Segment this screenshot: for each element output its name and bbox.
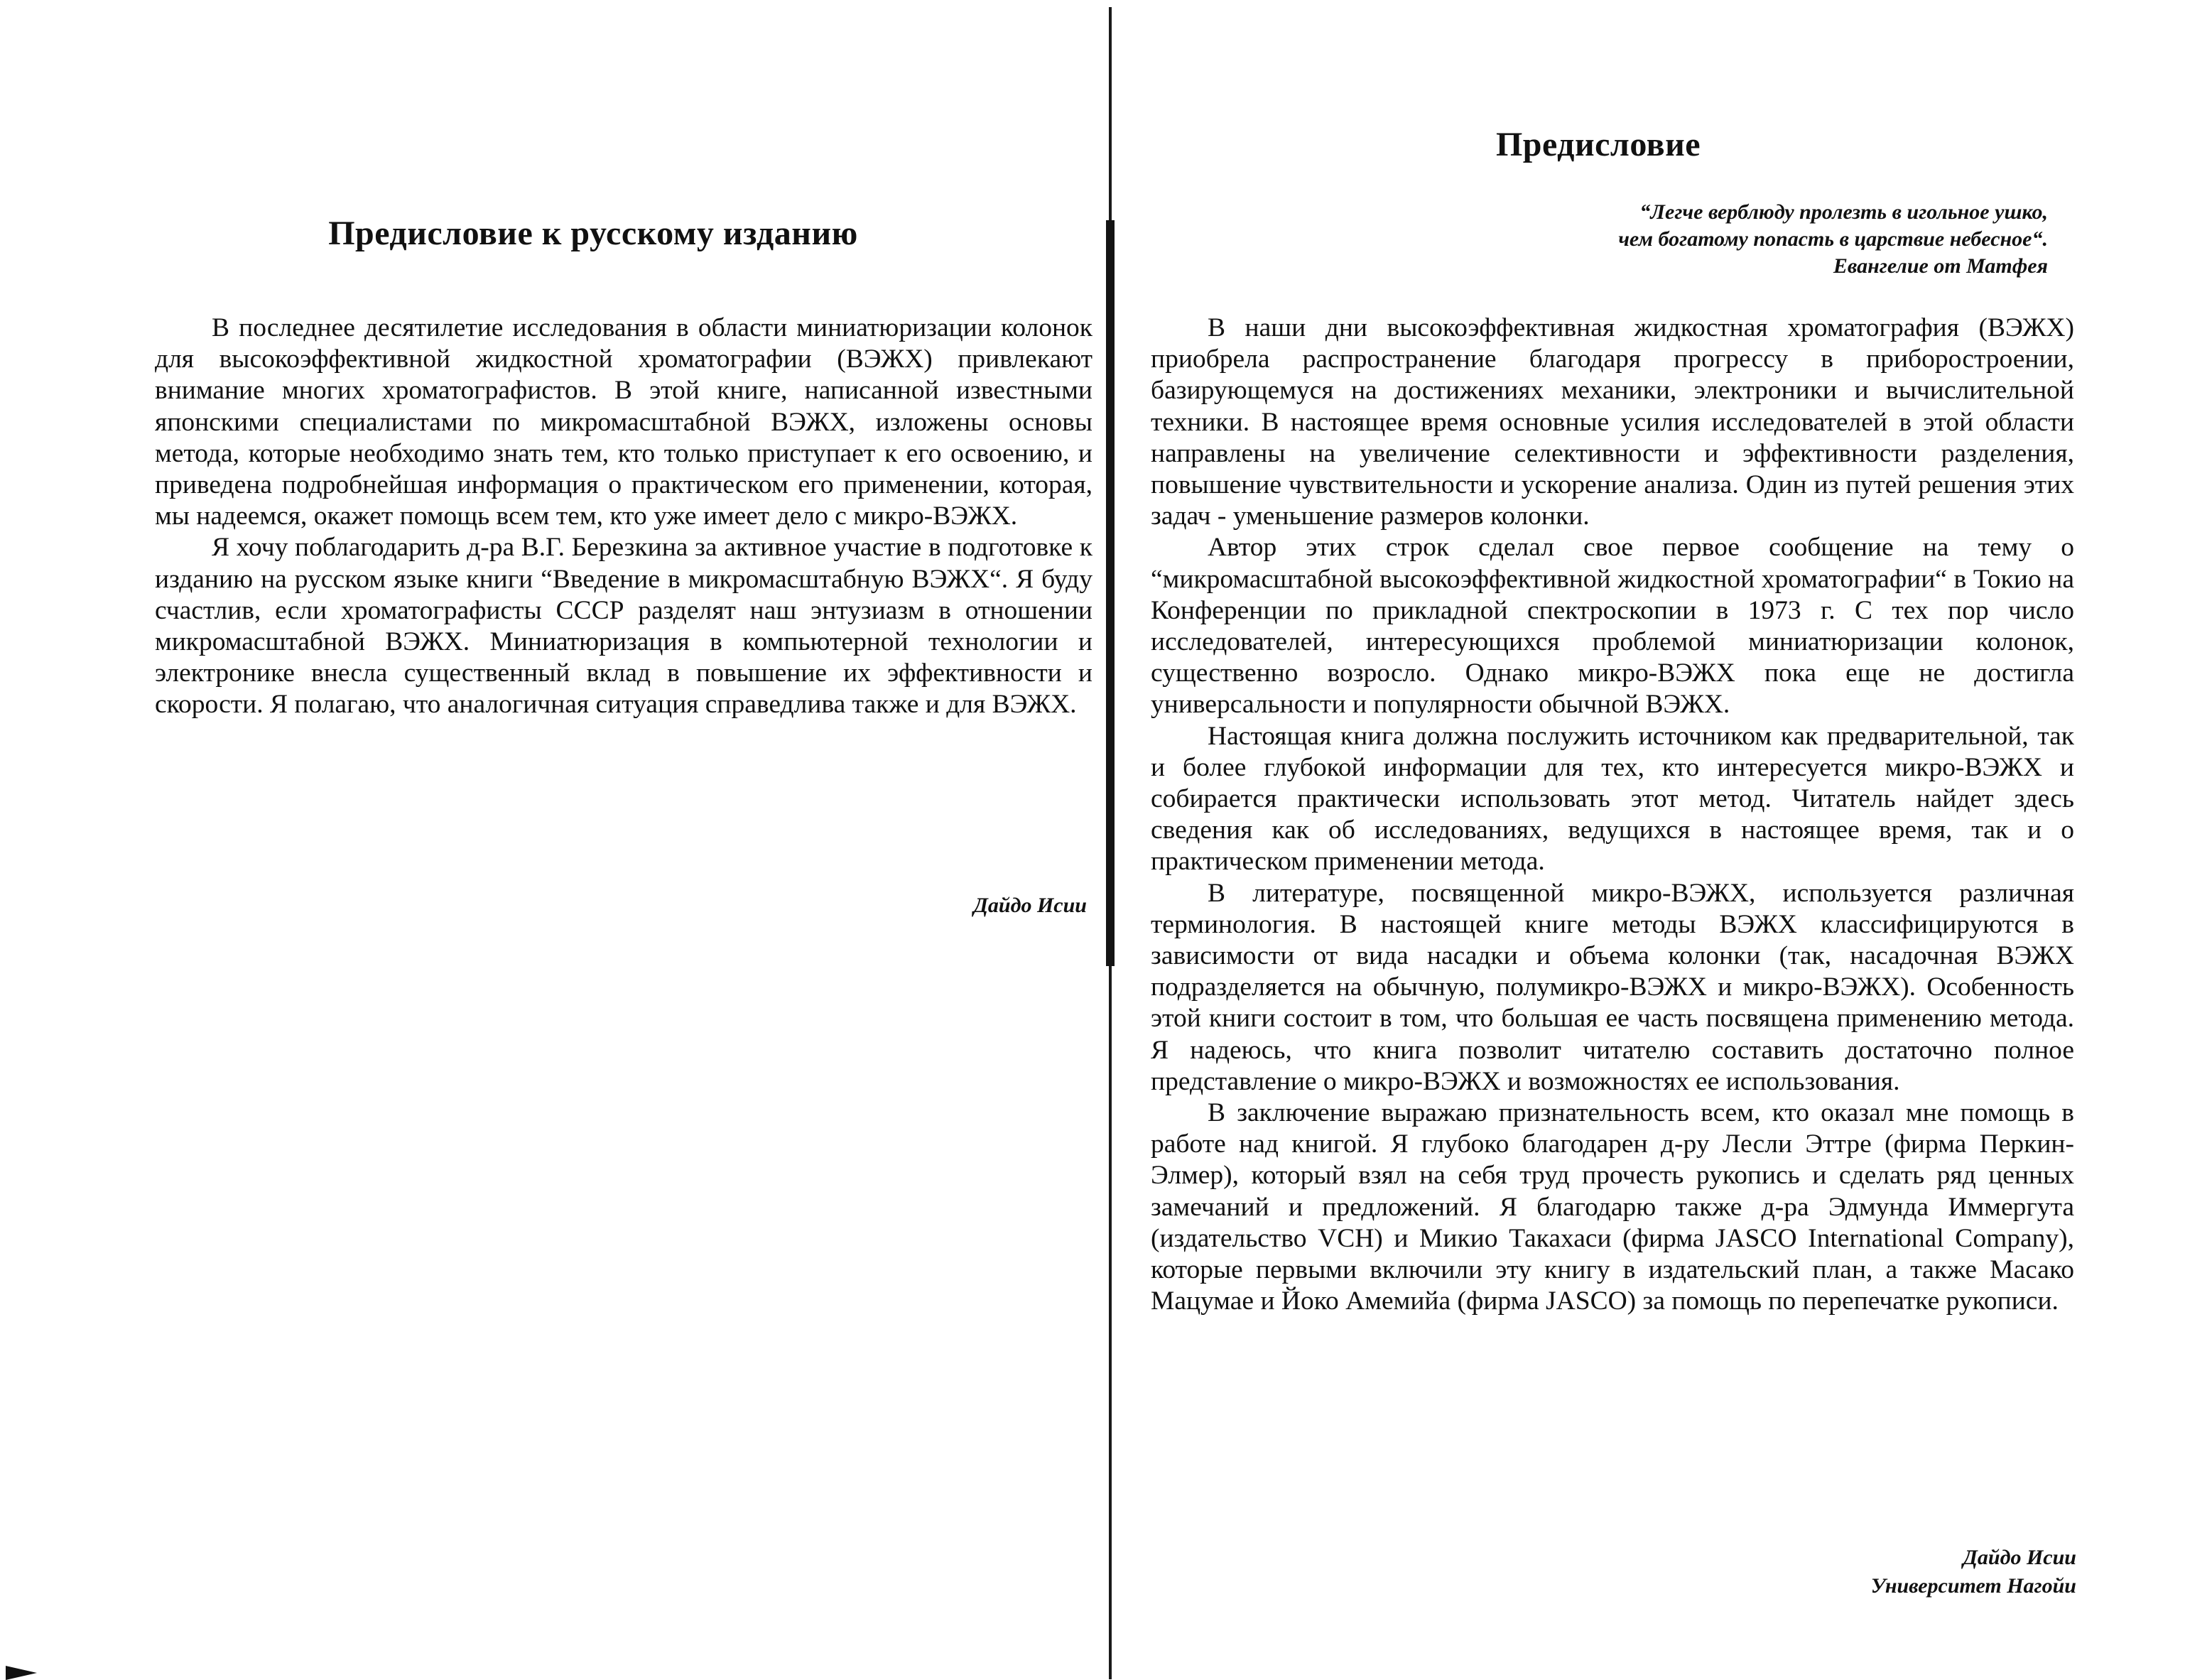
- signature-name: Дайдо Исии: [1963, 1546, 2076, 1569]
- right-paragraph-5: В заключение выражаю признательность всем, кто оказал мне помощь в работе над книгой. Я глубоко благодарен д-ру Лесли Эттре (фирма Перкин-Элмер), который взял на себя труд прочесть рукопись и сделать ряд ценных замечаний и предложений. Я благодарю также д-ра Эдмунда Иммергута (издательство VCH) и Микио Такахаси (фирма JASCO International Company), которые первыми включили эту книгу в издательский план, а также Масако Мацумае и Йоко Амемийа (фирма JASCO) за помощь по перепечатке рукописи.: [1151, 1098, 2074, 1316]
- triangle-marker-icon: [6, 1666, 37, 1680]
- right-paragraph-1: В наши дни высокоэффективная жидкостная хроматография (ВЭЖХ) приобрела распространение благодаря прогрессу в приборостроении, базирующемуся на достижениях механики, электроники и вычислительной техники. В настоящее время основные усилия исследователей в этой области направлены на увеличение селективности и эффективности разделения, повышение чувствительности и ускорение анализа. Один из путей решения этих задач - уменьшение размеров колонки.: [1151, 313, 2074, 531]
- left-signature: Дайдо Исии: [973, 894, 1087, 917]
- epigraph-source: Евангелие от Матфея: [1833, 254, 2048, 278]
- left-page-heading: Предисловие к русскому изданию: [328, 215, 858, 252]
- right-paragraph-2: Автор этих строк сделал свое первое сообщение на тему о “микромасштабной высокоэффективной жидкостной хроматографии“ в Токио на Конференции по прикладной спектроскопии в 1973 г. С тех пор число исследователей, интересующихся проблемой миниатюризации колонок, существенно возросло. Однако микро-ВЭЖХ пока еще не достигла универсальности и популярности обычной ВЭЖХ.: [1151, 533, 2074, 720]
- book-spine: [1106, 7, 1115, 1679]
- epigraph-line-2: чем богатому попасть в царствие небесное“.: [1618, 227, 2048, 251]
- right-page-body: [1151, 313, 2074, 1318]
- right-signature: [1762, 1544, 2076, 1600]
- left-page-body: [155, 313, 1092, 721]
- right-page-heading: Предисловие: [1495, 126, 1701, 163]
- right-paragraph-3: Настоящая книга должна послужить источником как предварительной, так и более глубокой информации для тех, кто интересуется микро-ВЭЖХ и собирается практически использовать этот метод. Читатель найдет здесь сведения как об исследованиях, ведущихся в настоящее время, так и о практическом применении метода.: [1151, 721, 2074, 877]
- epigraph-line-1: “Легче верблюду пролезть в игольное ушко,: [1639, 200, 2048, 224]
- right-paragraph-4: В литературе, посвященной микро-ВЭЖХ, используется различная терминология. В настоящей книге методы ВЭЖХ классифицируются в зависимости от вида насадки и объема колонки (так, насадочная ВЭЖХ подразделяется на обычную, полумикро-ВЭЖХ и микро-ВЭЖХ). Особенность этой книги состоит в том, что большая ее часть посвящена применению метода. Я надеюсь, что книга позволит читателю составить достаточно полное представление о микро-ВЭЖХ и возможностях ее использования.: [1151, 878, 2074, 1096]
- left-paragraph-2: Я хочу поблагодарить д-ра В.Г. Березкина за активное участие в подготовке к изданию на русском языке книги “Введение в микромасштабную ВЭЖХ“. Я буду счастлив, если хроматографисты СССР разделят наш энтузиазм в отношении микромасштабной ВЭЖХ. Миниатюризация в компьютерной технологии и электронике внесла существенный вклад в повышение их эффективности и скорости. Я полагаю, что аналогичная ситуация справедлива также и для ВЭЖХ.: [155, 533, 1092, 720]
- signature-affiliation: Университет Нагойи: [1870, 1574, 2076, 1598]
- right-page: [1122, 0, 2185, 1679]
- left-paragraph-1: В последнее десятилетие исследования в области миниатюризации колонок для высокоэффективной жидкостной хроматографии (ВЭЖХ) привлекают внимание многих хроматографистов. В этой книге, написанной известными японскими специалистами по микромасштабной ВЭЖХ, изложены основы метода, которые необходимо знать тем, кто только приступает к его освоению, и приведена подробнейшая информация о практическом его применении, которая, мы надеемся, окажет помощь всем тем, кто уже имеет дело с микро-ВЭЖХ.: [155, 313, 1092, 531]
- epigraph: [1208, 199, 2048, 280]
